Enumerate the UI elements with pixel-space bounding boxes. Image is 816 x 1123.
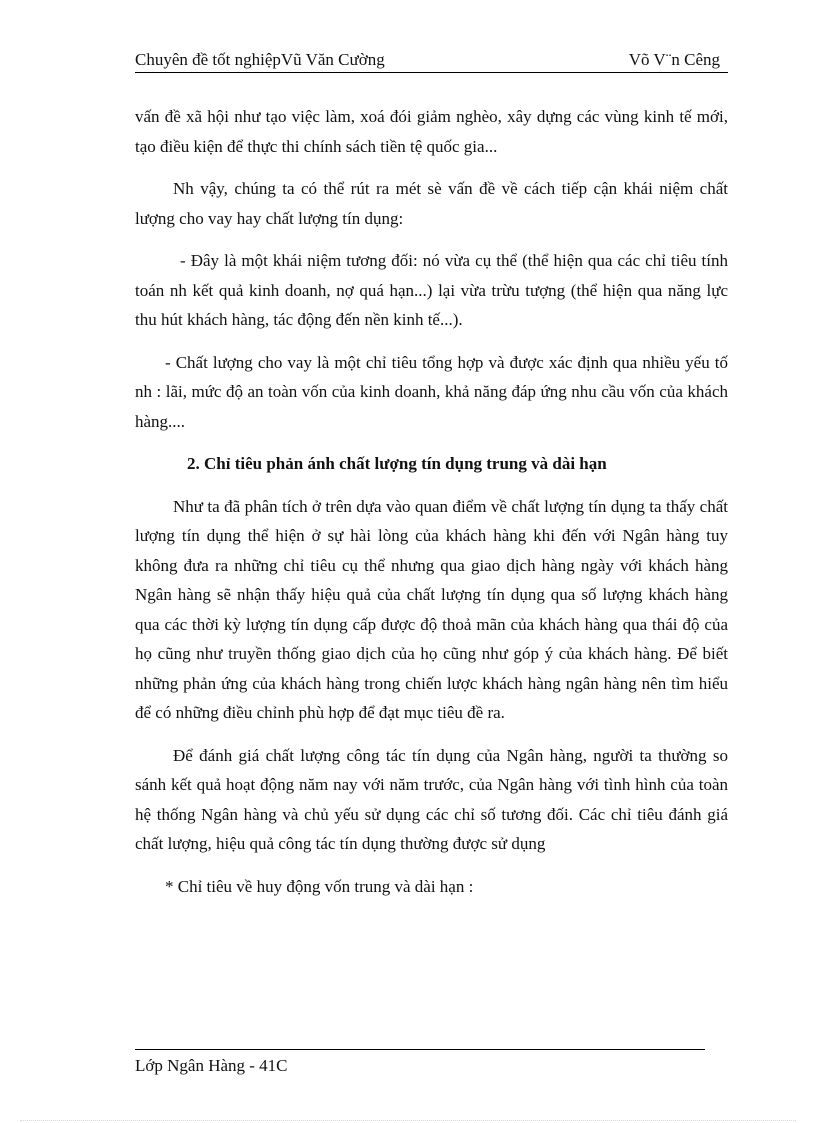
paragraph-4: - Chất lượng cho vay là một chỉ tiêu tổng hợp và được xác định qua nhiều yếu tố nh : lãi, mức độ an toàn vốn của kinh doanh, khả năng đáp ứng nhu cầu vốn của khách hàng....: [135, 352, 728, 431]
footer-divider: [135, 1049, 705, 1050]
paragraph-1: vấn đề xã hội như tạo việc làm, xoá đói giảm nghèo, xây dựng các vùng kinh tế mới, tạo điều kiện để thực thi chính sách tiền tệ quốc gia...: [135, 107, 728, 156]
paragraph-5: Như ta đã phân tích ở trên dựa vào quan điểm về chất lượng tín dụng ta thấy chất lượng tín dụng thể hiện ở sự hài lòng của khách hàng khi đến với Ngân hàng tuy không đưa ra những chỉ tiêu cụ thể nhưng qua giao dịch hàng ngày với khách hàng Ngân hàng sẽ nhận thấy hiệu quả của chất lượng tín dụng qua số lượng khách hàng qua các thời kỳ lượng tín dụng cấp được độ thoả mãn của khách hàng qua thái độ của họ cũng như truyền thống giao dịch của họ cũng như góp ý của khách hàng. Để biết những phản ứng của khách hàng trong chiến lược khách hàng ngân hàng nên tìm hiểu để có những điều chỉnh phù hợp để đạt mục tiêu đề ra.: [135, 496, 728, 722]
paragraph-2: Nh vậy, chúng ta có thể rút ra mét sè vấn đề về cách tiếp cận khái niệm chất lượng cho vay hay chất lượng tín dụng:: [135, 179, 728, 228]
header-author-title: Chuyên đề tốt nghiệpVũ Văn Cường: [135, 50, 385, 69]
page-footer: Lớp Ngân Hàng - 41C: [135, 1056, 288, 1075]
section-heading: 2. Chỉ tiêu phản ánh chất lượng tín dụng trung và dài hạn: [187, 454, 607, 473]
paragraph-6: Để đánh giá chất lượng công tác tín dụng của Ngân hàng, người ta thường so sánh kết quả hoạt động năm nay với năm trước, của Ngân hàng với tình hình của toàn hệ thống Ngân hàng và chủ yếu sử dụng các chỉ số tương đối. Các chỉ tiêu đánh giá chất lượng, hiệu quả công tác tín dụng thường được sử dụng: [135, 745, 728, 853]
page-edge-divider: [20, 1120, 796, 1121]
header-right-name: Võ V¨n Cêng: [628, 50, 720, 69]
page-header: [135, 50, 728, 73]
page-body: [135, 102, 728, 914]
paragraph-7: * Chỉ tiêu về huy động vốn trung và dài hạn :: [165, 876, 474, 896]
paragraph-3: - Đây là một khái niệm tương đối: nó vừa cụ thể (thể hiện qua các chỉ tiêu tính toán nh kết quả kinh doanh, nợ quá hạn...) lại vừa trừu tượng (thể hiện qua năng lực thu hút khách hàng, tác động đến nền kinh tế...).: [135, 251, 728, 329]
